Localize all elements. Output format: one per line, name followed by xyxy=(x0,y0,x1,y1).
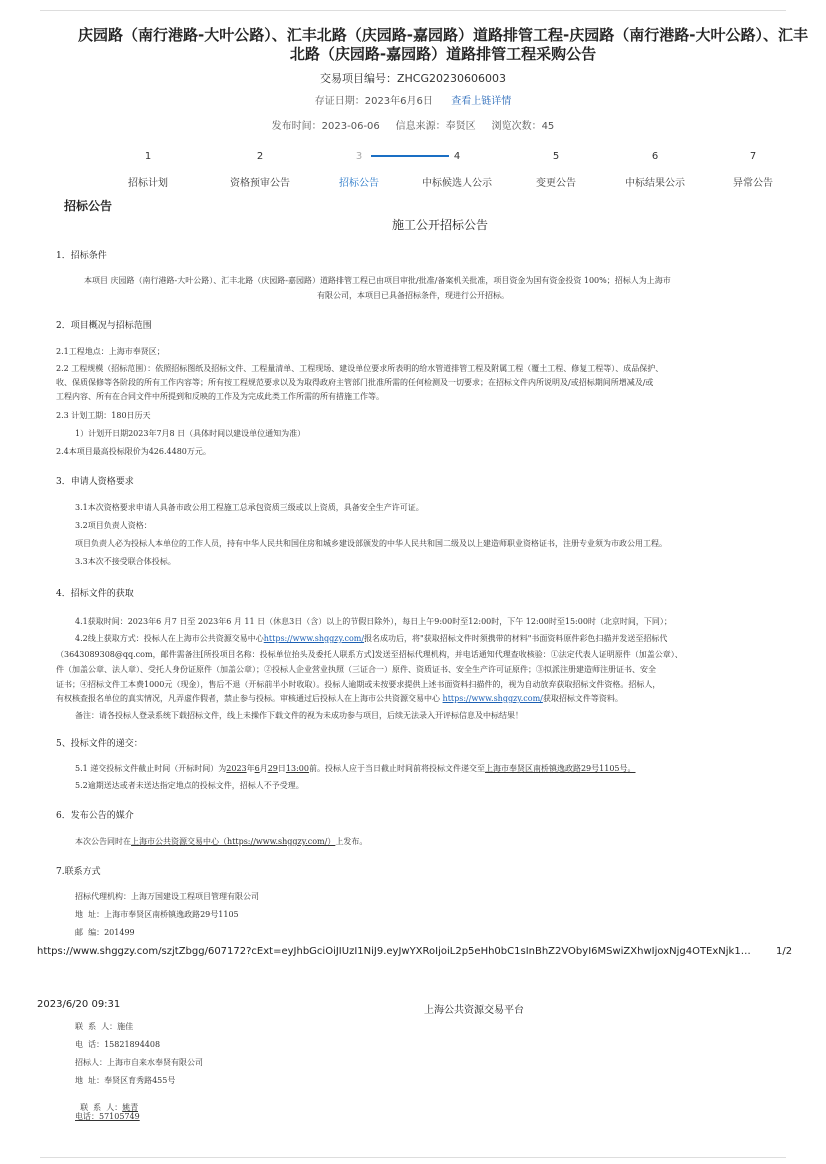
paragraph: 4.1获取时间：2023年6 月7 日至 2023年6 月 11 日（休息3日（含）以上的节假日除外），每日上午9:00时至12:00时，下午 12:00时至15:00时（北京时间，下同）； xyxy=(75,617,672,626)
document-title: 施工公开招标公告 xyxy=(391,218,488,232)
paragraph: 件（加盖公章、法人章）、受托人身份证原件（加盖公章）；②投标人企业营业执照（三证合一）原件、资质证书、安全生产许可证原件；③拟派注册建造师注册证书、安全 xyxy=(56,665,656,674)
print-time: 2023/6/20 09:31 xyxy=(37,999,121,1010)
step-5-label[interactable]: 变更公告 xyxy=(536,178,576,189)
section-7-heading: 7.联系方式 xyxy=(56,867,101,877)
print-site: 上海公共资源交易平台 xyxy=(424,1005,524,1016)
paragraph: 2.1工程地点：上海市奉贤区； xyxy=(56,347,165,356)
paragraph: （3643089308@qq.com，邮件需备注[所投项目名称：投标单位抬头及委托人联系方式]发送至招标代理机构，并电话通知代理查收核验：①法定代表人证明原件（加盖公章）、 xyxy=(56,650,683,659)
paragraph: 1）计划开日期2023年7月8 日（具体时间以建设单位通知为准） xyxy=(75,429,306,438)
step-5-number: 5 xyxy=(552,151,560,162)
publish-meta: 发布时间：2023-06-06 信息来源：奉贤区 浏览次数：45 xyxy=(271,121,555,132)
section-3-heading: 3．申请人资格要求 xyxy=(56,477,134,487)
step-1-number: 1 xyxy=(144,151,152,162)
paragraph: 5.1 递交投标文件截止时间（开标时间）为2023年6月29日13:00前。投标人应于当日截止时间前将投标文件递交至上海市奉贤区南桥镇逸政路29号1105号。 xyxy=(75,764,636,773)
section-5-heading: 5、投标文件的递交： xyxy=(56,739,143,749)
paragraph: 工程内容、所有在合同文件中所提到和反映的工作及为完成此类工作所需的所有措施工作等。 xyxy=(56,392,384,401)
section-1-heading: 1．招标条件 xyxy=(56,251,107,261)
step-2-label[interactable]: 资格预审公告 xyxy=(230,178,290,189)
contact-line: 地 址：上海市奉贤区南桥镇逸政路29号1105 xyxy=(75,910,239,919)
paragraph: 2.3 计划工期：180日历天 xyxy=(56,411,151,420)
step-7-number: 7 xyxy=(749,151,757,162)
paragraph: 证书；④招标文件工本费1000元（现金），售后不退（开标前半小时收取）。投标人逾期或未按要求提供上述书面资料扫描件的，视为自动放弃获取招标文件资格。招标人， xyxy=(56,680,661,689)
contact-line: 地 址：奉贤区育秀路455号 xyxy=(75,1076,176,1085)
project-number: 交易项目编号：ZHCG20230606003 xyxy=(320,72,506,85)
contact-line: 招标人：上海市自来水奉贤有限公司 xyxy=(75,1058,203,1067)
deposit-row xyxy=(0,92,826,107)
contact-line: 电话：57105749 xyxy=(75,1112,140,1121)
paragraph: 项目负责人必为投标人本单位的工作人员，持有中华人民共和国住房和城乡建设部颁发的中华人民共和国二级及以上建造师职业资格证书，注册专业须为市政公用工程。 xyxy=(75,539,667,548)
shggzy-link[interactable]: https://www.shggzy.com/ xyxy=(263,634,365,643)
section-heading: 招标公告 xyxy=(64,199,113,213)
section-6-heading: 6．发布公告的媒介 xyxy=(56,811,134,821)
paragraph: 有权核查报名单位的真实情况，凡弄虚作假者，禁止参与投标。审核通过后投标人在上海市公共资源交易中心 https://www.shggzy.com/获取招标文件等资料。 xyxy=(56,694,623,703)
media-link[interactable]: 上海市公共资源交易中心（https://www.shggzy.com/） xyxy=(131,837,336,846)
paragraph: 本次公告同时在上海市公共资源交易中心（https://www.shggzy.com/）上发布。 xyxy=(75,837,368,846)
page-number: 1/2 xyxy=(776,946,793,957)
paragraph: 本项目 庆园路（南行港路-大叶公路）、汇丰北路（庆园路-嘉园路）道路排管工程已由项目审批/批准/备案机关批准，项目资金为国有资金投资 100%；招标人为上海市 xyxy=(84,276,671,285)
step-1-label[interactable]: 招标计划 xyxy=(128,178,168,189)
section-2-heading: 2．项目概况与招标范围 xyxy=(56,321,152,331)
contact-line: 电 话：15821894408 xyxy=(75,1040,161,1049)
section-4-heading: 4．招标文件的获取 xyxy=(56,589,134,599)
bottom-divider xyxy=(40,1157,786,1158)
paragraph: 2.4本项目最高投标限价为426.4480万元。 xyxy=(56,447,211,456)
contact-line: 邮 编：201499 xyxy=(75,928,135,937)
step-2-number: 2 xyxy=(256,151,264,162)
step-6-number: 6 xyxy=(651,151,659,162)
print-url: https://www.shggzy.com/szjtZbgg/607172?cExt=eyJhbGciOiJIUzI1NiJ9.eyJwYXRoIjoiL2p5eHh0bC1sInBhZ2VObyI6MSwiZXhwIjoxNjg4OTExNjk1… xyxy=(37,946,751,957)
shggzy-link[interactable]: https://www.shggzy.com/ xyxy=(442,694,543,703)
step-3-label[interactable]: 招标公告 xyxy=(339,178,379,189)
deposit-date: 存证日期：2023年6月6日 xyxy=(314,96,433,107)
paragraph: 3.2项目负责人资格： xyxy=(75,521,152,530)
step-4-label[interactable]: 中标候选人公示 xyxy=(422,178,492,189)
paragraph: 2.2 工程规模（招标范围）：依照招标图纸及招标文件、工程量清单、工程现场、建设单位要求所表明的给水管道排管工程及附属工程（覆土工程、修复工程等）、成品保护、 xyxy=(56,364,664,373)
step-4-number: 4 xyxy=(453,151,461,162)
contact-line: 招标代理机构：上海万国建设工程项目管理有限公司 xyxy=(75,892,259,901)
paragraph: 3.1本次资格要求申请人具备市政公用工程施工总承包资质三级或以上资质，具备安全生产许可证。 xyxy=(75,503,424,512)
remark: 备注：请各投标人登录系统下载招标文件，线上未操作下载文件的视为未成功参与项目，后续无法录入开评标信息及中标结果！ xyxy=(75,711,523,720)
top-divider xyxy=(40,10,786,11)
paragraph: 3.3本次不接受联合体投标。 xyxy=(75,557,176,566)
step-7-label[interactable]: 异常公告 xyxy=(733,178,773,189)
paragraph: 4.2线上获取方式：投标人在上海市公共资源交易中心https://www.shggzy.com/报名成功后，将"获取招标文件时须携带的材料"书面资料原件彩色扫描并发送至招标代 xyxy=(75,634,668,643)
page-title: 庆园路（南行港路-大叶公路）、汇丰北路（庆园路-嘉园路）道路排管工程-庆园路（南行港路-大叶公路）、汇丰 北路（庆园路-嘉园路）道路排管工程采购公告 xyxy=(78,26,808,63)
paragraph: 有限公司，本项目已具备招标条件，现进行公开招标。 xyxy=(317,291,509,300)
contact-line: 联 系 人：姚青 xyxy=(80,1103,139,1112)
paragraph: 5.2逾期送达或者未送达指定地点的投标文件，招标人不予受理。 xyxy=(75,781,304,790)
paragraph: 收、保质保修等各阶段的所有工作内容等；所有按工程规范要求以及为取得政府主管部门批准所需的任何检测及一切要求；在招标文件内所说明及/或招标期间所增减及/或 xyxy=(56,378,654,387)
chain-detail-link[interactable]: 查看上链详情 xyxy=(451,96,512,107)
step-3-number: 3 xyxy=(355,151,363,162)
contact-line: 联 系 人：施佳 xyxy=(75,1022,134,1031)
step-6-label[interactable]: 中标结果公示 xyxy=(625,178,685,189)
